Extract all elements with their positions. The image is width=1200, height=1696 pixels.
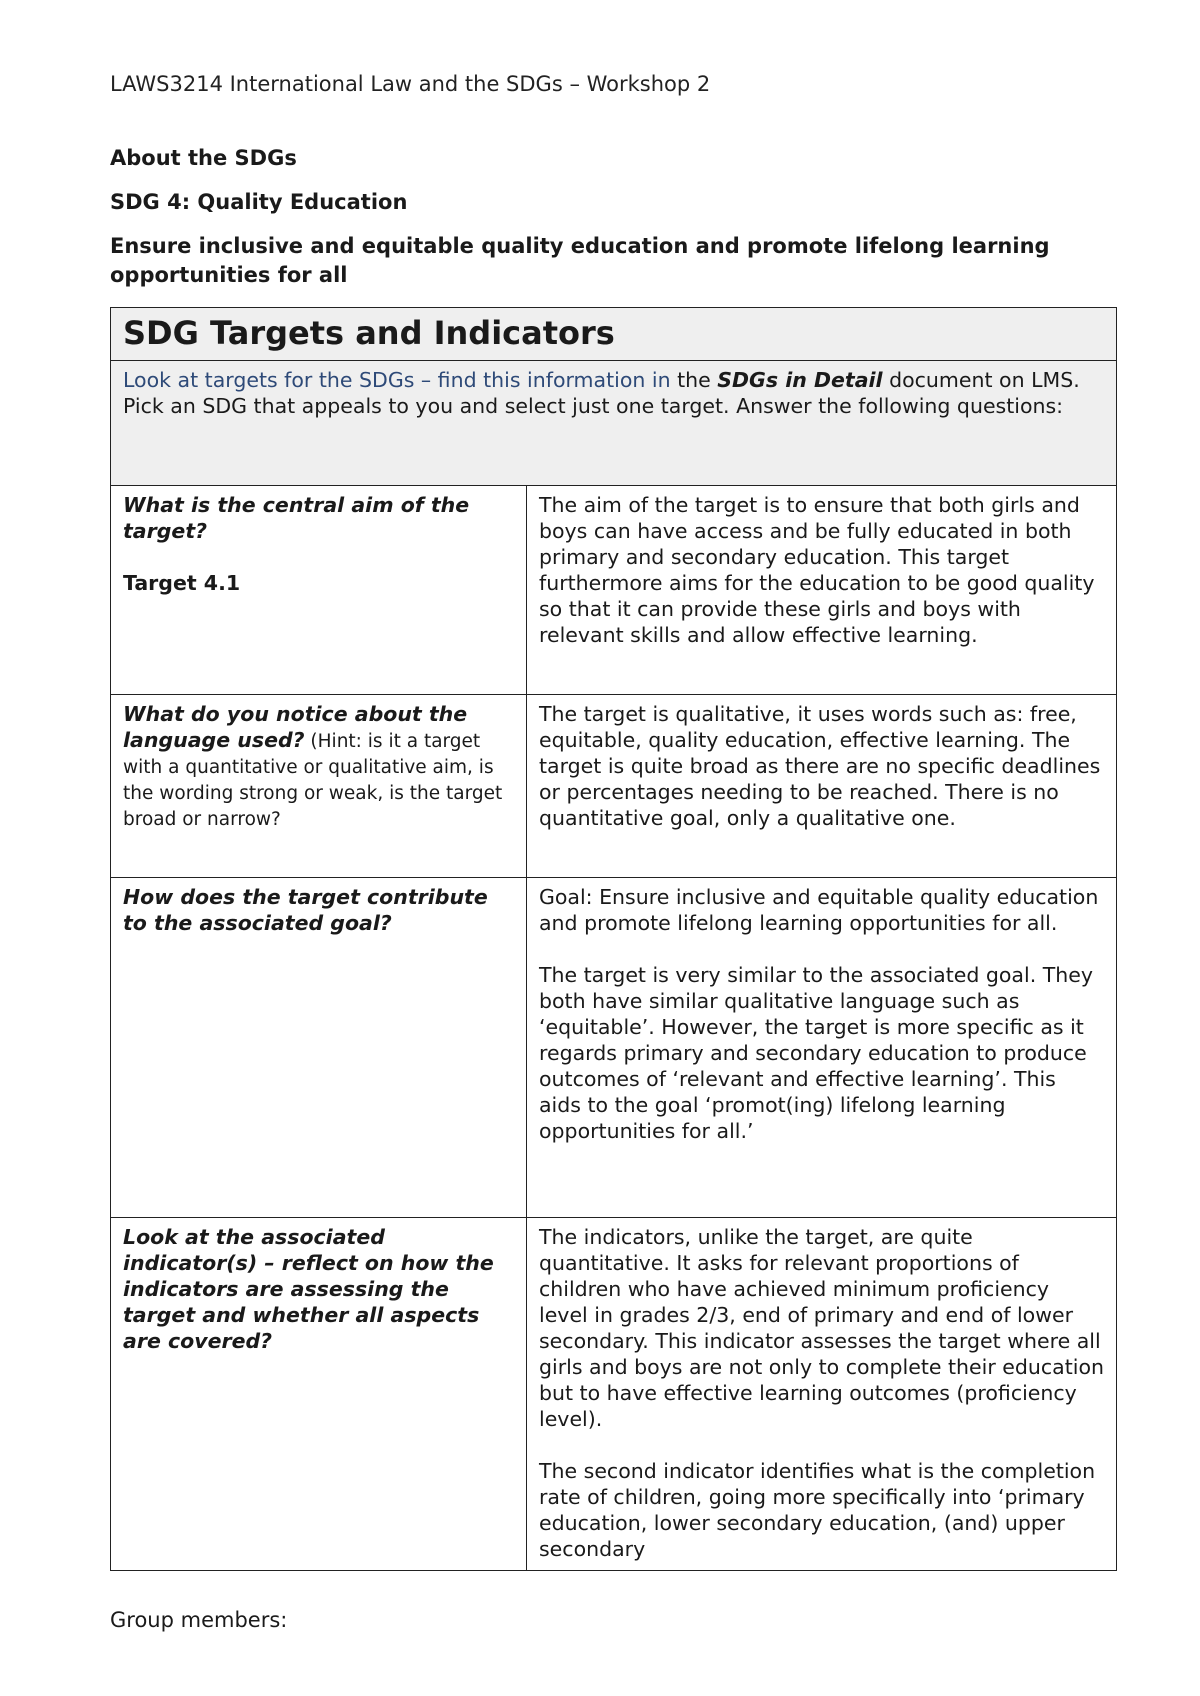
- answer-paragraph: The target is qualitative, it uses words such as: free, equitable, quality education, effective learning. The target is quite broad as there are no specific deadlines or percentages needing to be reached. There is no quantitative goal, only a qualitative one.: [539, 702, 1101, 830]
- group-members-label: Group members:: [110, 1608, 288, 1632]
- question-cell: [111, 695, 527, 878]
- table-title: SDG Targets and Indicators: [111, 308, 1117, 361]
- answer-cell: [527, 1218, 1117, 1571]
- hint-text: (Hint: is it a target with a quantitative or qualitative aim, is the wording strong or weak, is the target broad or narrow?: [123, 731, 503, 830]
- question-text: What is the central aim of the target?: [123, 493, 470, 543]
- page-header: LAWS3214 International Law and the SDGs – Workshop 2: [110, 72, 711, 96]
- answer-cell: [527, 695, 1117, 878]
- question-cell: [111, 486, 527, 695]
- target-label: Target 4.1: [123, 571, 241, 595]
- sdg-heading: SDG 4: Quality Education: [110, 190, 408, 214]
- answer-paragraph: The target is very similar to the associated goal. They both have similar qualitative language such as ‘equitable’. However, the target is more specific as it regards primary and secondary education to produce outcomes of ‘relevant and effective learning’. This aids to the goal ‘promot(ing) lifelong learning opportunities for all.’: [539, 963, 1093, 1143]
- answer-paragraph: The second indicator identifies what is the completion rate of children, going more specifically into ‘primary education, lower secondary education, (and) upper secondary: [539, 1459, 1096, 1561]
- table-row: [111, 695, 1117, 878]
- goal-statement: Ensure inclusive and equitable quality education and promote lifelong learning opportunities for all: [110, 234, 1050, 287]
- instructions-cell: [111, 361, 1117, 486]
- question-text: What do you notice about the language used?: [123, 702, 468, 752]
- instructions-emph: SDGs in Detail: [717, 368, 883, 392]
- instructions-mid: the: [670, 368, 718, 392]
- question-text: Look at the associated indicator(s) – reflect on how the indicators are assessing the target and whether all aspects are covered?: [123, 1225, 494, 1353]
- targets-table: [110, 307, 1117, 1571]
- table-title-row: [111, 308, 1117, 361]
- instructions-rest: document on LMS. Pick an SDG that appeals to you and select just one target. Answer the following questions:: [123, 368, 1080, 418]
- question-text: How does the target contribute to the associated goal?: [123, 885, 488, 935]
- section-heading-about: About the SDGs: [110, 146, 297, 170]
- answer-paragraph: The indicators, unlike the target, are quite quantitative. It asks for relevant proportions of children who have achieved minimum proficiency level in grades 2/3, end of primary and end of lower secondary. This indicator assesses the target where all girls and boys are not only to complete their education but to have effective learning outcomes (proficiency level).: [539, 1225, 1105, 1431]
- answer-paragraph: The aim of the target is to ensure that both girls and boys can have access and be fully educated in both primary and secondary education. This target furthermore aims for the education to be good quality so that it can provide these girls and boys with relevant skills and allow effective learning.: [539, 493, 1095, 647]
- instructions-blue-text: Look at targets for the SDGs – find this information in: [123, 368, 671, 392]
- answer-paragraph: Goal: Ensure inclusive and equitable quality education and promote lifelong learning opportunities for all.: [539, 885, 1099, 935]
- question-cell: [111, 878, 527, 1218]
- question-cell: [111, 1218, 527, 1571]
- table-row: [111, 878, 1117, 1218]
- answer-cell: [527, 878, 1117, 1218]
- answer-cell: [527, 486, 1117, 695]
- instructions-row: [111, 361, 1117, 486]
- table-row: [111, 486, 1117, 695]
- table-row: [111, 1218, 1117, 1571]
